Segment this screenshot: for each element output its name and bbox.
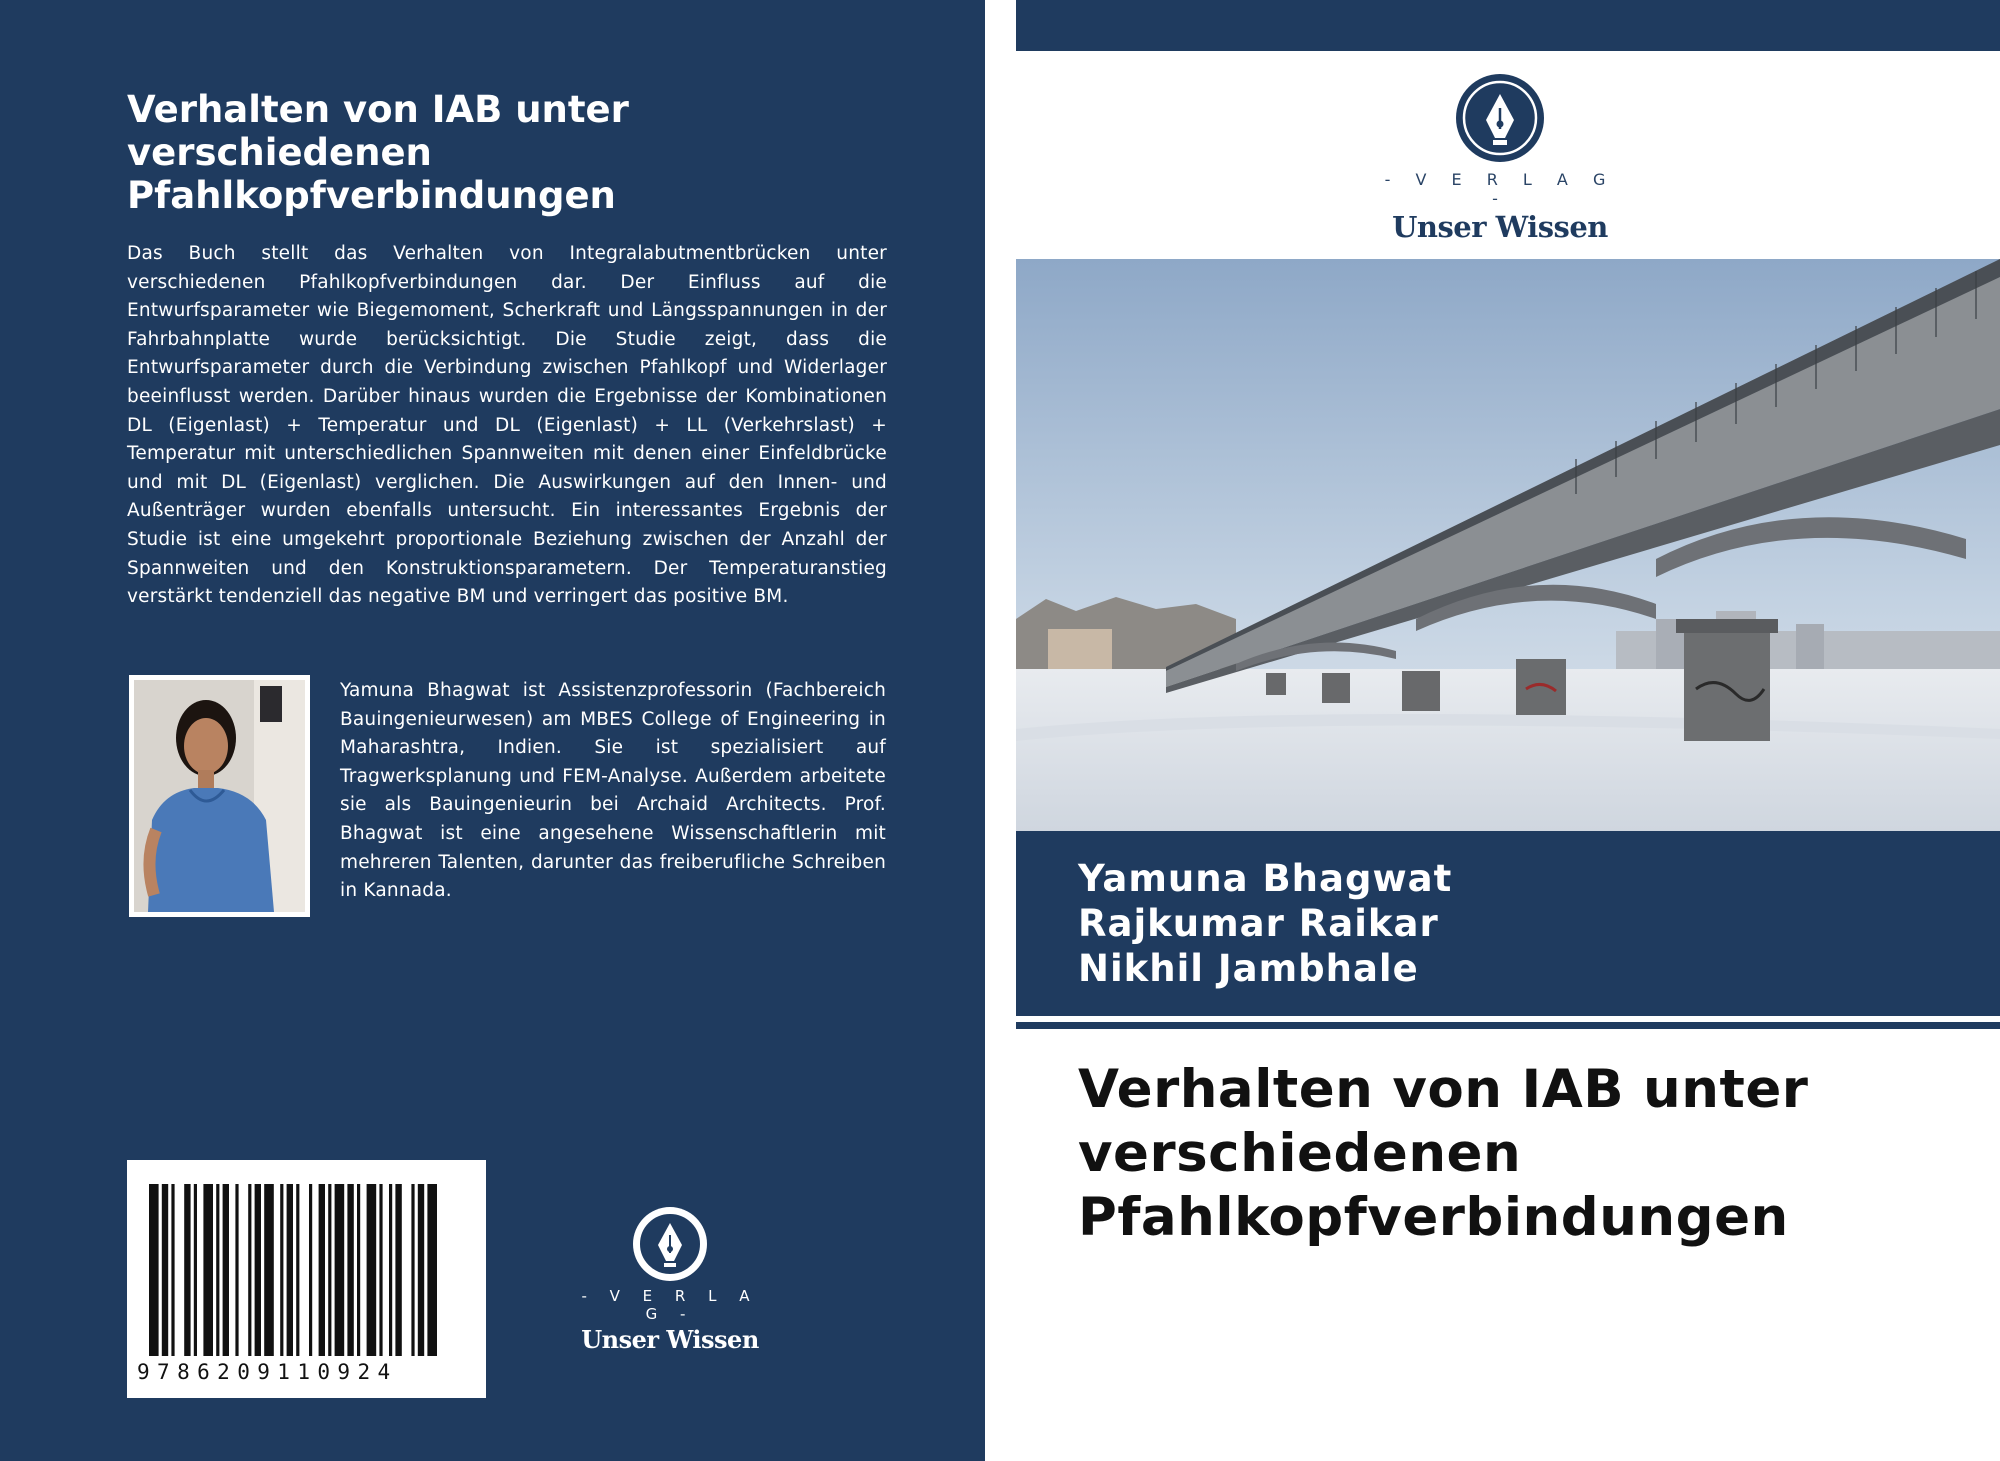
front-publisher-logo <box>1380 72 1620 244</box>
front-cover-title: Verhalten von IAB unter verschiedenen Pfahlkopfverbindungen <box>1078 1059 1809 1248</box>
back-logo-name: Unser Wissen <box>581 1325 759 1354</box>
back-cover <box>0 0 985 1461</box>
author-photo <box>129 675 310 917</box>
author-bio: Yamuna Bhagwat ist Assistenzprofessorin (Fachbereich Bauingenieurwesen) am MBES College of Engineering in Maharashtra, Indien. Sie ist spezialisiert auf Tragwerksplanung und FEM-Analyse. Außerdem arbeitete sie als Bauingenieurin bei Archaid Architects. Prof. Bhagwat ist eine angesehene Wissenschaftlerin mit mehreren Talenten, darunter das freiberufliche Schreiben in Kannada. <box>340 680 886 902</box>
back-cover-title: Verhalten von IAB unter verschiedenen Pfahlkopfverbindungen <box>127 88 629 217</box>
author-name-1: Yamuna Bhagwat <box>1078 857 1453 900</box>
front-logo-verlag: - V E R L A G - <box>1384 170 1616 208</box>
fountain-pen-nib-icon <box>1454 72 1546 164</box>
back-logo-verlag: - V E R L A G - <box>581 1287 759 1323</box>
isbn-digits: 9786209110924 <box>137 1360 398 1384</box>
title-divider <box>1016 1022 2000 1029</box>
front-logo-name: Unser Wissen <box>1392 210 1608 244</box>
barcode-bars <box>127 1160 486 1360</box>
isbn-barcode <box>127 1160 486 1398</box>
fountain-pen-nib-icon <box>631 1205 709 1283</box>
bridge-photo <box>1016 259 2000 831</box>
front-top-bar <box>1016 0 2000 51</box>
author-name-3: Nikhil Jambhale <box>1078 947 1419 990</box>
back-cover-blurb: Das Buch stellt das Verhalten von Integralabutmentbrücken unter verschiedenen Pfahlkopfverbindungen dar. Der Einfluss auf die Entwurfsparameter wie Biegemoment, Scherkraft und Längsspannungen in der Fahrbahnplatte wurde berücksichtigt. Die Studie zeigt, dass die Entwurfsparameter durch die Verbindung zwischen Pfahlkopf und Widerlager beeinflusst werden. Darüber hinaus wurden die Ergebnisse der Kombinationen DL (Eigenlast) + Temperatur und DL (Eigenlast) + LL (Verkehrslast) + Temperatur mit unterschiedlichen Spannweiten mit denen einer Einfeldbrücke und mit DL (Eigenlast) verglichen. Die Auswirkungen auf den Innen- und Außenträger wurden ebenfalls untersucht. Ein interessantes Ergebnis der Studie ist eine umgekehrt proportionale Beziehung zwischen der Anzahl der Spannweiten und den Konstruktionsparametern. Der Temperaturanstieg verstärkt tendenziell das negative BM und verringert das positive BM. <box>127 243 887 608</box>
authors-band <box>1016 831 2000 1016</box>
back-publisher-logo <box>580 1205 760 1354</box>
bridge-image <box>1016 259 2000 831</box>
author-portrait-image <box>134 680 305 912</box>
author-name-2: Rajkumar Raikar <box>1078 902 1439 945</box>
